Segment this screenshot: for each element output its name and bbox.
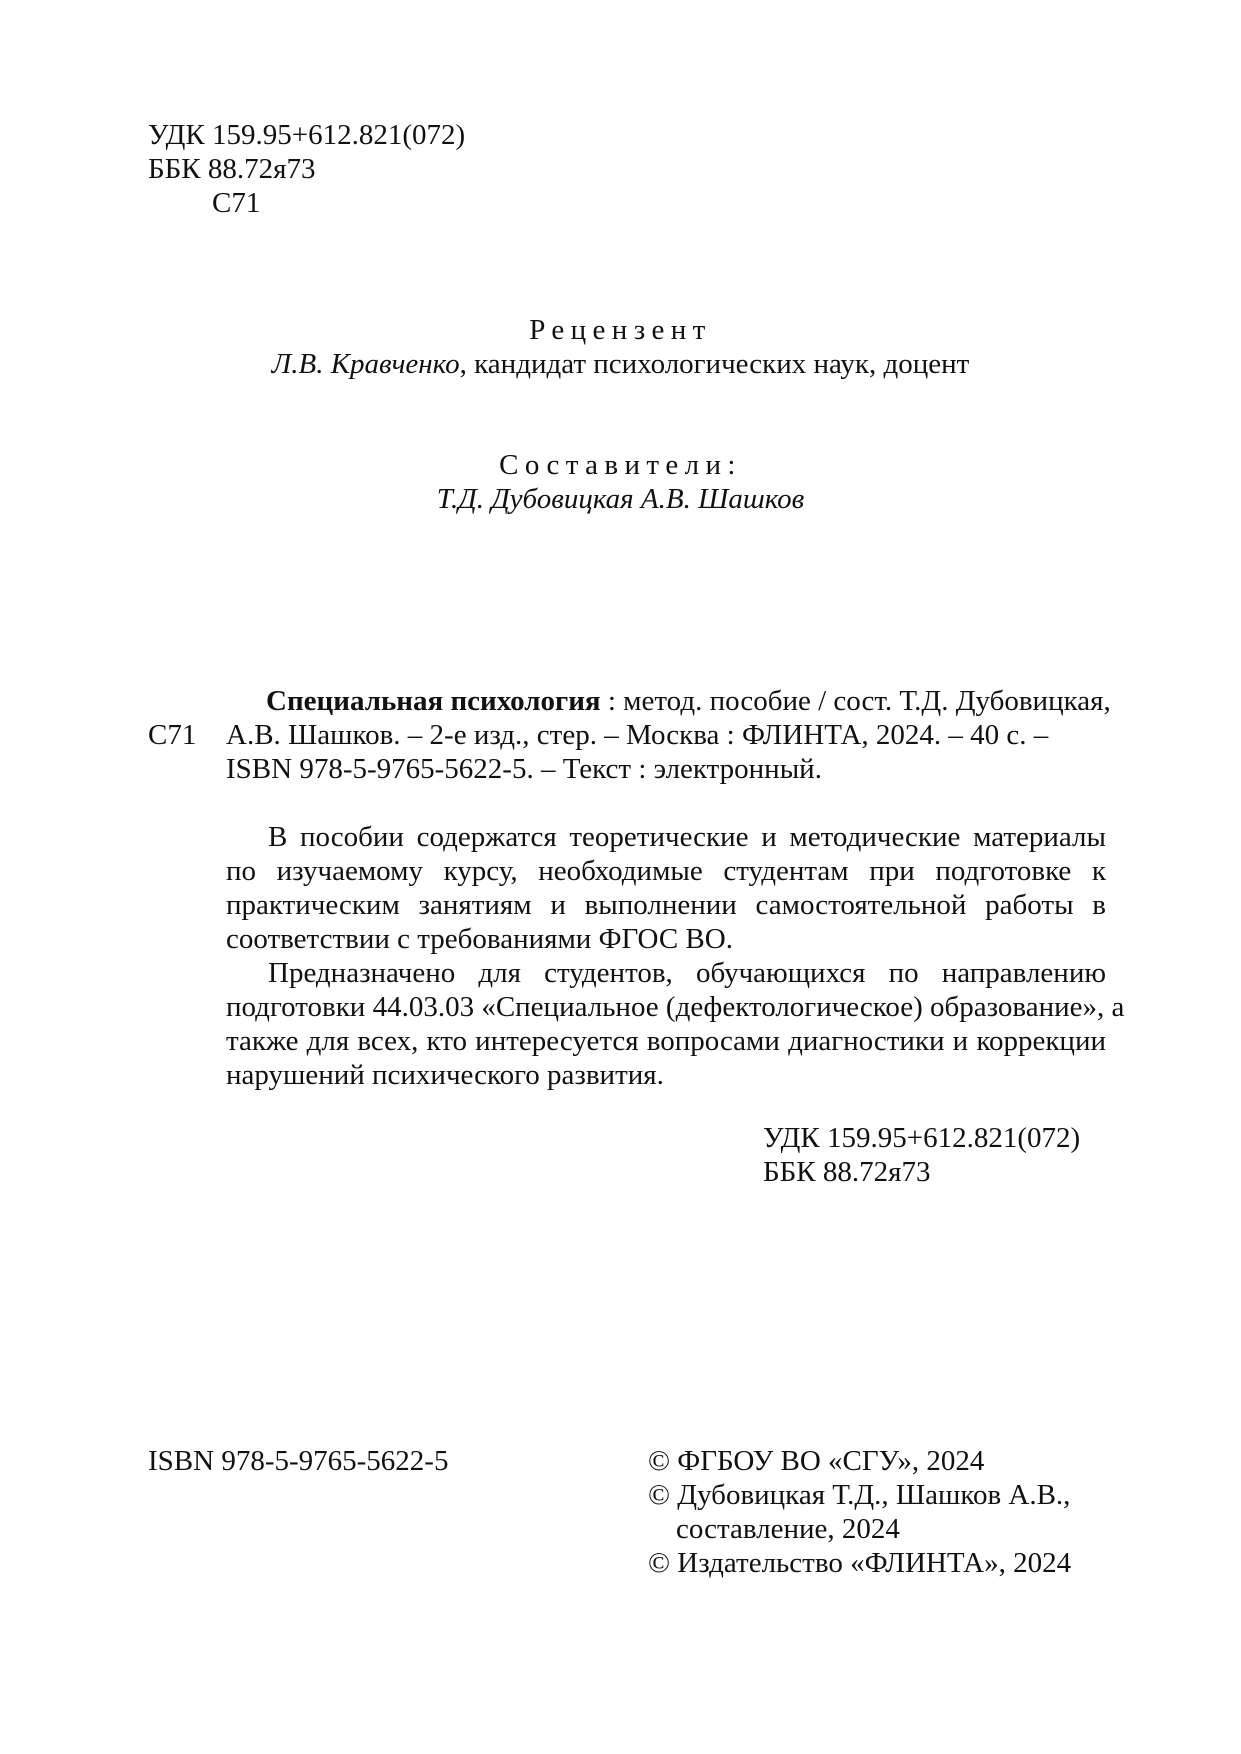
udk-code: УДК 159.95+612.821(072) bbox=[148, 119, 466, 151]
isbn: ISBN 978-5-9765-5622-5 bbox=[148, 1445, 449, 1477]
compilers-block bbox=[0, 448, 1241, 516]
annotation-paragraph-1: В пособии содержатся теоретические и методические материалы по изучаемому курсу, необходимые студентам при подготовке к практическим занятиям и выполнении самостоятельной работы в соответствии с требованиями ФГОС ВО. bbox=[226, 821, 1106, 955]
copyright-authors-cont: составление, 2024 bbox=[676, 1513, 900, 1545]
biblio-line-2: А.В. Шашков. – 2-е изд., стер. – Москва : ФЛИНТА, 2024. – 40 с. – bbox=[226, 719, 1049, 751]
copyright-publisher: © Издательство «ФЛИНТА», 2024 bbox=[648, 1547, 1072, 1579]
reviewer-name: Л.В. Кравченко bbox=[271, 348, 460, 380]
reviewer-block bbox=[0, 313, 1241, 381]
compilers-heading: Составители: bbox=[499, 449, 742, 481]
copyright-authors: © Дубовицкая Т.Д., Шашков А.В., bbox=[648, 1479, 1071, 1511]
reviewer-credentials: , кандидат психологических наук, доцент bbox=[459, 348, 970, 380]
copyright-block bbox=[648, 1444, 1071, 1580]
biblio-author-mark: С71 bbox=[148, 719, 197, 751]
reviewer-line bbox=[0, 347, 1241, 381]
bbk-code: ББК 88.72я73 bbox=[148, 153, 316, 185]
reviewer-heading: Рецензент bbox=[529, 314, 712, 346]
author-mark: С71 bbox=[212, 187, 261, 219]
book-title: Специальная психология bbox=[266, 685, 601, 717]
bbk-code-bottom: ББК 88.72я73 bbox=[763, 1156, 931, 1188]
classification-block bbox=[148, 118, 465, 220]
compilers-names: Т.Д. Дубовицкая А.В. Шашков bbox=[436, 483, 805, 515]
biblio-line-1: Специальная психология : метод. пособие / сост. Т.Д. Дубовицкая, bbox=[266, 685, 1111, 717]
bibliographic-record bbox=[148, 684, 1111, 794]
classification-bottom bbox=[763, 1121, 1080, 1189]
udk-code-bottom: УДК 159.95+612.821(072) bbox=[763, 1122, 1081, 1154]
biblio-line-3: ISBN 978-5-9765-5622-5. – Текст : электронный. bbox=[226, 753, 822, 785]
annotation-paragraph-2: Предназначено для студентов, обучающихся по направлению подготовки 44.03.03 «Специальное (дефектологическое) образование», а также для всех, кто интересуется вопросами диагностики и коррекции нарушений психического развития. bbox=[226, 957, 1125, 1091]
copyright-university: © ФГБОУ ВО «СГУ», 2024 bbox=[648, 1445, 985, 1477]
annotation bbox=[226, 820, 1125, 1092]
